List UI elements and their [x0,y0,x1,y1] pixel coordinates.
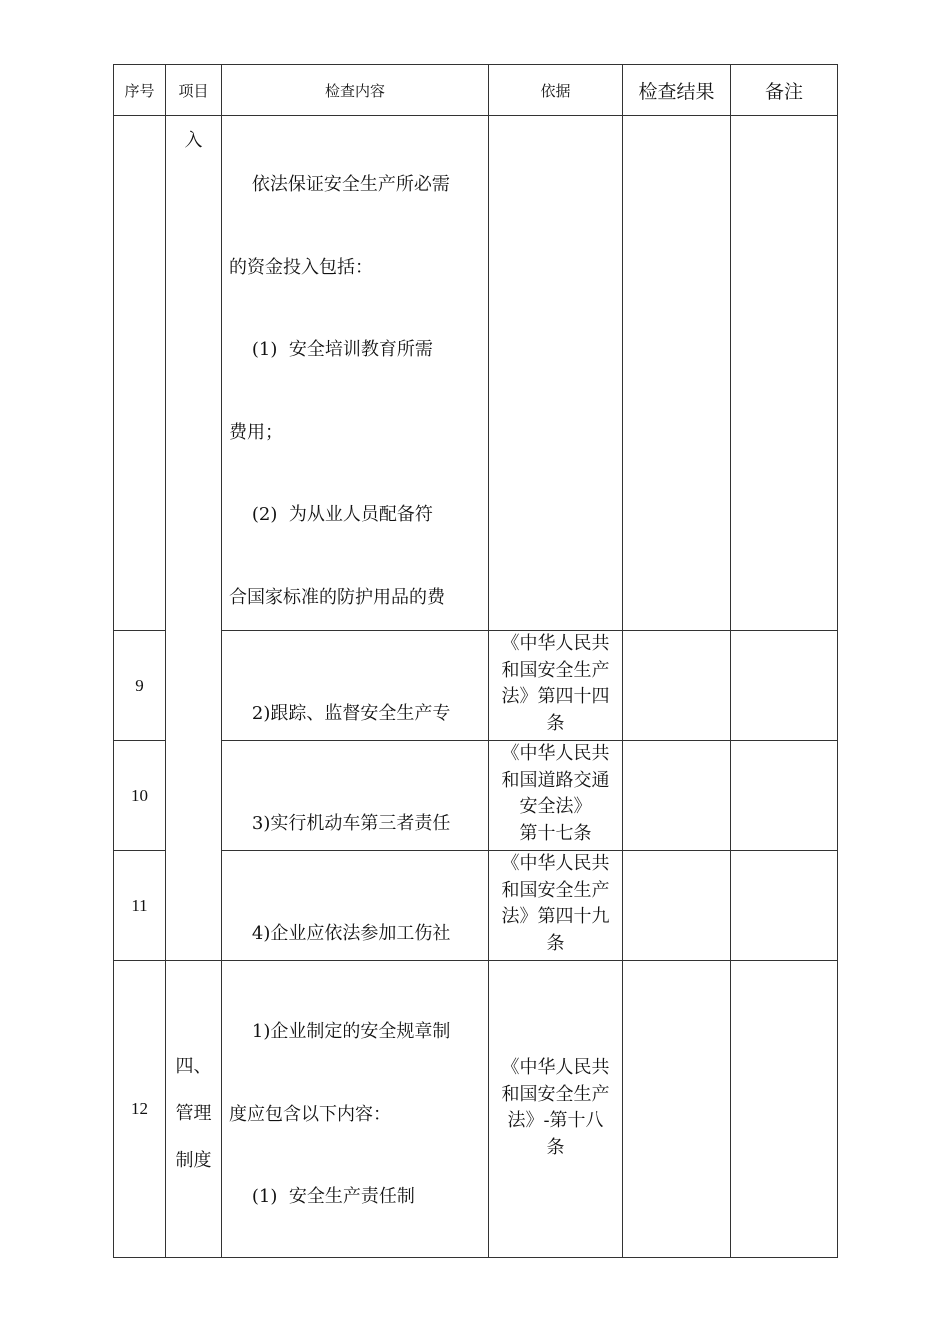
item-cell-management [166,1053,221,1183]
table-border-right [837,64,838,1258]
item-line: 管理 [175,1103,212,1124]
basis-line: 条 [546,1136,565,1158]
content-cell-funding [222,116,488,630]
content-line: 合国家标准的防护用品的费 [229,586,445,608]
content-line: 1)企业制定的安全规章制 [229,1021,451,1042]
basis-line: 法》第四十四 [501,686,610,707]
content-cell-rules [222,963,488,1257]
seq-cell: 9 [135,675,144,695]
basis-line: 条 [546,712,565,734]
header-content: 检查内容 [324,81,385,100]
header-item: 项目 [178,81,209,100]
basis-line: 第十七条 [519,822,592,844]
content-line: (1) 安全培训教育所需 [229,339,433,360]
basis-cell [489,631,622,740]
basis-line: 法》-第十八 [507,1110,604,1131]
basis-line: 法》第四十九 [501,906,610,927]
item-cell-continued: 入 [184,130,203,151]
seq-cell: 12 [131,1099,148,1118]
basis-line: 和国安全生产 [501,879,610,901]
header-basis: 依据 [540,81,571,100]
content-line: 2)跟踪、监督安全生产专 [229,703,451,724]
header-remark: 备注 [764,80,803,103]
basis-cell [489,1055,622,1165]
basis-line: 《中华人民共 [501,1057,610,1078]
header-result: 检查结果 [638,80,715,103]
content-line: 的资金投入包括： [229,256,373,278]
basis-line: 《中华人民共 [501,853,610,874]
content-cell [222,645,488,740]
content-line: 3)实行机动车第三者责任 [229,813,451,834]
content-line: 度应包含以下内容： [229,1103,391,1125]
item-line: 四、 [175,1056,212,1077]
item-line: 制度 [175,1150,212,1171]
content-line: (1) 安全生产责任制 [229,1186,415,1207]
content-line: 费用； [229,421,283,443]
col-divider [622,64,623,1258]
content-line: (2) 为从业人员配备符 [229,504,433,525]
basis-line: 安全法》 [519,796,592,817]
content-line: 4)企业应依法参加工伤社 [229,923,451,944]
header-seq: 序号 [124,81,155,100]
basis-line: 《中华人民共 [501,633,610,654]
basis-line: 条 [546,932,565,954]
basis-line: 《中华人民共 [501,743,610,764]
basis-line: 和国道路交通 [501,769,610,791]
basis-line: 和国安全生产 [501,1083,610,1105]
col-divider [730,64,731,1258]
seq-cell: 11 [131,895,148,915]
seq-cell: 10 [131,785,148,805]
basis-cell [489,851,622,960]
basis-cell [489,741,622,850]
content-line: 依法保证安全生产所必需 [229,174,450,195]
basis-line: 和国安全生产 [501,659,610,681]
content-cell [222,865,488,960]
content-cell [222,755,488,850]
